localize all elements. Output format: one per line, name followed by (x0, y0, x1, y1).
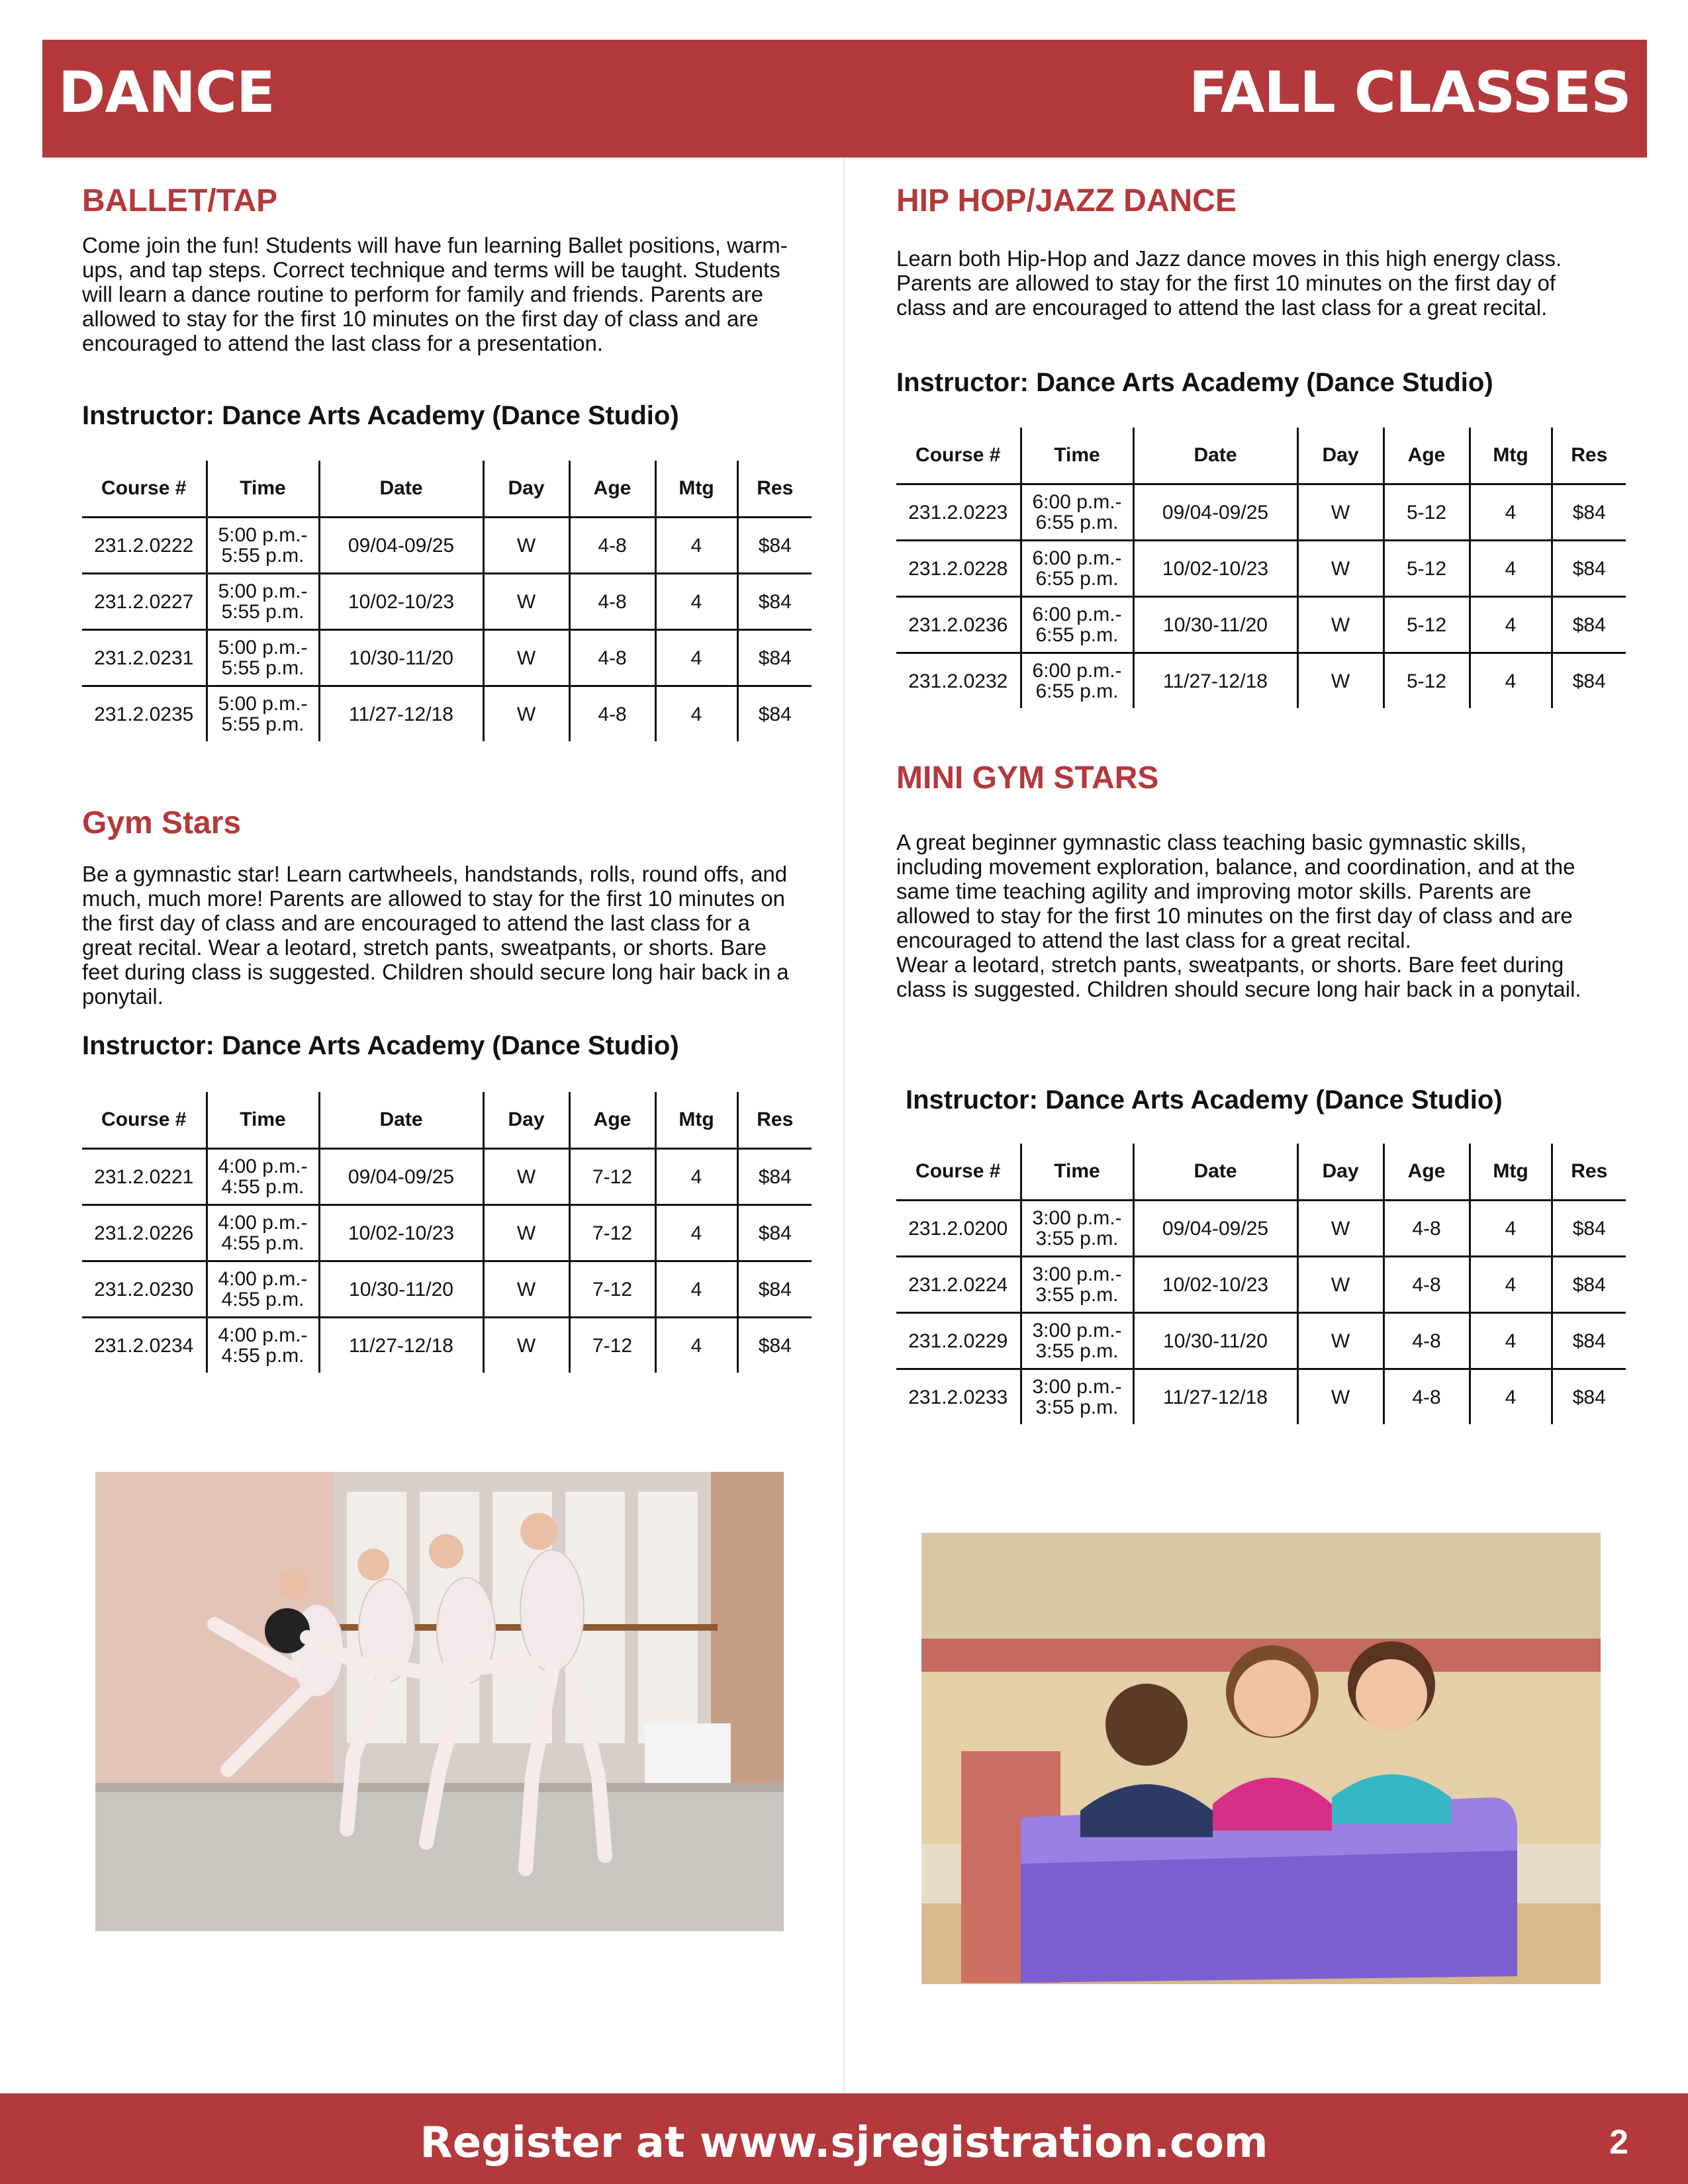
column-header: Time (1021, 1144, 1133, 1201)
meetings-cell: 4 (1470, 1369, 1552, 1425)
age-cell: 4-8 (1383, 1313, 1470, 1369)
table-row (82, 574, 812, 630)
course-number-cell: 231.2.0230 (82, 1261, 207, 1318)
course-number-cell: 231.2.0226 (82, 1205, 207, 1261)
date-cell: 09/04-09/25 (1133, 1201, 1297, 1257)
age-cell: 4-8 (1383, 1257, 1470, 1313)
table-row (896, 653, 1626, 709)
day-cell: W (483, 574, 569, 630)
meetings-cell: 4 (655, 630, 737, 686)
day-cell: W (1297, 541, 1383, 597)
header-right-title: FALL CLASSES (1188, 60, 1631, 126)
time-cell (207, 630, 319, 686)
table-row (82, 1149, 812, 1205)
course-number-cell: 231.2.0229 (896, 1313, 1021, 1369)
time-cell (207, 1205, 319, 1261)
time-start: 6:00 p.m.- (1032, 491, 1122, 513)
column-header: Date (1133, 428, 1297, 484)
mini-title: MINI GYM STARS (896, 760, 1159, 796)
resident-fee-cell: $84 (1552, 653, 1626, 709)
mini-schedule-table (896, 1144, 1626, 1424)
time-start: 5:00 p.m.- (218, 693, 308, 715)
meetings-cell: 4 (1470, 484, 1552, 541)
ballet-desc-text: Come join the fun! Students will have fun learning Ballet positions, warm-ups, and tap steps. Correct technique and terms will be taught. Students will learn a dance routine to perform for family and friends. Parents are allowed to stay for the first 10 minutes on the first day of class and are encouraged to attend the last class for a presentation. (82, 233, 788, 355)
table-row (896, 484, 1626, 541)
resident-fee-cell: $84 (1552, 1257, 1626, 1313)
column-header: Time (1021, 428, 1133, 484)
date-cell: 09/04-09/25 (319, 518, 483, 574)
time-end: 5:55 p.m. (221, 545, 305, 567)
day-cell: W (1297, 597, 1383, 653)
time-cell (1021, 541, 1133, 597)
ballet-instructor: Instructor: Dance Arts Academy (Dance Studio) (82, 401, 679, 430)
day-cell: W (483, 1205, 569, 1261)
course-number-cell: 231.2.0231 (82, 630, 207, 686)
date-cell: 10/02-10/23 (1133, 1257, 1297, 1313)
column-header: Mtg (1470, 428, 1552, 484)
time-cell (207, 1318, 319, 1373)
gym-description (82, 862, 797, 1009)
time-end: 6:55 p.m. (1035, 512, 1119, 533)
date-cell: 10/30-11/20 (1133, 597, 1297, 653)
resident-fee-cell: $84 (1552, 1313, 1626, 1369)
age-cell: 5-12 (1383, 597, 1470, 653)
register-link[interactable]: Register at www.sjregistration.com (420, 2118, 1268, 2167)
meetings-cell: 4 (655, 686, 737, 742)
day-cell: W (1297, 1201, 1383, 1257)
time-end: 3:55 p.m. (1035, 1340, 1119, 1362)
age-cell: 5-12 (1383, 653, 1470, 709)
table-row (82, 1261, 812, 1318)
age-cell: 4-8 (1383, 1369, 1470, 1425)
table-row (896, 541, 1626, 597)
age-cell: 4-8 (569, 630, 655, 686)
course-number-cell: 231.2.0232 (896, 653, 1021, 709)
column-header: Course # (101, 1109, 187, 1130)
hiphop-desc-text: Learn both Hip-Hop and Jazz dance moves in this high energy class. Parents are allowed to stay for the first 10 minutes on the first day of class and are encouraged to attend the last class for a great recital. (896, 246, 1562, 320)
time-start: 3:00 p.m.- (1032, 1263, 1122, 1285)
table-row (82, 1318, 812, 1373)
course-number-cell: 231.2.0236 (896, 597, 1021, 653)
time-start: 3:00 p.m.- (1032, 1320, 1122, 1342)
column-header: Age (1383, 428, 1470, 484)
column-header: Mtg (655, 461, 737, 518)
resident-fee-cell: $84 (737, 1149, 812, 1205)
meetings-cell: 4 (655, 1149, 737, 1205)
mini-instructor: Instructor: Dance Arts Academy (Dance Studio) (906, 1085, 1503, 1115)
table-row (82, 1205, 812, 1261)
age-cell: 4-8 (569, 686, 655, 742)
course-number-cell: 231.2.0200 (896, 1201, 1021, 1257)
meetings-cell: 4 (1470, 1201, 1552, 1257)
age-cell: 4-8 (1383, 1201, 1470, 1257)
time-end: 4:55 p.m. (221, 1232, 305, 1254)
age-cell: 7-12 (569, 1149, 655, 1205)
resident-fee-cell: $84 (737, 1261, 812, 1318)
table-row (896, 1369, 1626, 1425)
time-end: 3:55 p.m. (1035, 1228, 1119, 1250)
time-start: 5:00 p.m.- (218, 524, 308, 546)
time-cell (1021, 1369, 1133, 1425)
date-cell: 11/27-12/18 (319, 686, 483, 742)
time-start: 3:00 p.m.- (1032, 1376, 1122, 1398)
column-header: Day (1297, 428, 1383, 484)
time-cell (1021, 1201, 1133, 1257)
time-cell (207, 1261, 319, 1318)
table-row (82, 630, 812, 686)
day-cell: W (1297, 1313, 1383, 1369)
course-number-cell: 231.2.0227 (82, 574, 207, 630)
table-row (82, 518, 812, 574)
table-row (896, 1313, 1626, 1369)
time-start: 6:00 p.m.- (1032, 604, 1122, 625)
age-cell: 7-12 (569, 1261, 655, 1318)
date-cell: 09/04-09/25 (319, 1149, 483, 1205)
time-cell (207, 574, 319, 630)
age-cell: 4-8 (569, 574, 655, 630)
mini-desc-text-1: A great beginner gymnastic class teaching basic gymnastic skills, including movement exploration, balance, and coordination, and at the same time teaching agility and improving motor skills. Parents are allowed to stay for the first 10 minutes on the first day of class and are encouraged to attend the last class for a great recital. (896, 830, 1575, 952)
time-end: 5:55 p.m. (221, 601, 305, 623)
time-start: 4:00 p.m.- (218, 1212, 308, 1234)
date-cell: 11/27-12/18 (319, 1318, 483, 1373)
course-number-cell: 231.2.0234 (82, 1318, 207, 1373)
resident-fee-cell: $84 (737, 630, 812, 686)
day-cell: W (483, 1149, 569, 1205)
time-end: 4:55 p.m. (221, 1176, 305, 1198)
column-header: Age (1383, 1144, 1470, 1201)
time-end: 3:55 p.m. (1035, 1284, 1119, 1306)
course-number-cell: 231.2.0233 (896, 1369, 1021, 1425)
column-divider (843, 158, 845, 2093)
table-row (896, 1201, 1626, 1257)
meetings-cell: 4 (655, 1205, 737, 1261)
day-cell: W (483, 686, 569, 742)
header-banner (42, 40, 1647, 158)
column-header: Res (737, 461, 812, 518)
day-cell: W (1297, 484, 1383, 541)
ballet-class-photo (95, 1472, 784, 1931)
column-header: Time (207, 1092, 319, 1149)
table-row (896, 1257, 1626, 1313)
date-cell: 10/02-10/23 (1133, 541, 1297, 597)
meetings-cell: 4 (655, 1261, 737, 1318)
hiphop-title: HIP HOP/JAZZ DANCE (896, 183, 1237, 218)
course-number-cell: 231.2.0235 (82, 686, 207, 742)
time-start: 4:00 p.m.- (218, 1324, 308, 1346)
resident-fee-cell: $84 (737, 574, 812, 630)
column-header: Date (1133, 1144, 1297, 1201)
column-header: Course # (915, 1160, 1001, 1182)
meetings-cell: 4 (655, 1318, 737, 1373)
header-left-title: DANCE (58, 60, 275, 126)
resident-fee-cell: $84 (737, 1205, 812, 1261)
age-cell: 5-12 (1383, 484, 1470, 541)
course-number-cell: 231.2.0221 (82, 1149, 207, 1205)
hiphop-schedule-table (896, 428, 1626, 708)
hiphop-instructor: Instructor: Dance Arts Academy (Dance Studio) (896, 368, 1493, 397)
course-number-cell: 231.2.0223 (896, 484, 1021, 541)
mini-description (896, 830, 1598, 1001)
resident-fee-cell: $84 (1552, 1369, 1626, 1425)
column-header: Res (737, 1092, 812, 1149)
meetings-cell: 4 (1470, 1313, 1552, 1369)
course-number-cell: 231.2.0228 (896, 541, 1021, 597)
time-cell (207, 1149, 319, 1205)
column-header: Course # (101, 477, 187, 499)
gym-title: Gym Stars (82, 805, 242, 841)
time-start: 4:00 p.m.- (218, 1268, 308, 1290)
column-header: Date (319, 1092, 483, 1149)
gym-instructor: Instructor: Dance Arts Academy (Dance Studio) (82, 1031, 679, 1060)
mini-desc-text-2: Wear a leotard, stretch pants, sweatpants, or shorts. Bare feet during class is suggested. Children should secure long hair back in a ponytail. (896, 952, 1581, 1001)
date-cell: 10/30-11/20 (319, 630, 483, 686)
gym-desc-text: Be a gymnastic star! Learn cartwheels, handstands, rolls, round offs, and much, much more! Parents are allowed to stay for the first 10 minutes on the first day of class and are encouraged to attend the last class for a great recital. Wear a leotard, stretch pants, sweatpants, or shorts. Bare feet during class is suggested. Children should secure long hair back in a ponytail. (82, 862, 789, 1009)
day-cell: W (483, 1318, 569, 1373)
date-cell: 10/02-10/23 (319, 1205, 483, 1261)
column-header: Res (1552, 428, 1626, 484)
footer-banner (0, 2093, 1688, 2184)
date-cell: 11/27-12/18 (1133, 1369, 1297, 1425)
time-end: 3:55 p.m. (1035, 1396, 1119, 1418)
time-start: 6:00 p.m.- (1032, 660, 1122, 682)
day-cell: W (483, 518, 569, 574)
column-header: Mtg (655, 1092, 737, 1149)
time-end: 5:55 p.m. (221, 657, 305, 679)
time-end: 4:55 p.m. (221, 1289, 305, 1310)
meetings-cell: 4 (655, 518, 737, 574)
time-start: 4:00 p.m.- (218, 1156, 308, 1177)
column-header: Res (1552, 1144, 1626, 1201)
meetings-cell: 4 (655, 574, 737, 630)
time-cell (1021, 484, 1133, 541)
day-cell: W (1297, 653, 1383, 709)
time-end: 4:55 p.m. (221, 1345, 305, 1367)
date-cell: 10/30-11/20 (1133, 1313, 1297, 1369)
column-header: Course # (915, 444, 1001, 466)
date-cell: 10/02-10/23 (319, 574, 483, 630)
time-cell (1021, 1313, 1133, 1369)
day-cell: W (1297, 1369, 1383, 1425)
meetings-cell: 4 (1470, 1257, 1552, 1313)
time-end: 6:55 p.m. (1035, 568, 1119, 590)
age-cell: 7-12 (569, 1205, 655, 1261)
age-cell: 5-12 (1383, 541, 1470, 597)
column-header: Day (1297, 1144, 1383, 1201)
ballet-description (82, 233, 797, 355)
ballet-title: BALLET/TAP (82, 183, 278, 218)
time-end: 5:55 p.m. (221, 713, 305, 735)
column-header: Day (483, 461, 569, 518)
meetings-cell: 4 (1470, 653, 1552, 709)
time-cell (1021, 597, 1133, 653)
resident-fee-cell: $84 (1552, 541, 1626, 597)
date-cell: 10/30-11/20 (319, 1261, 483, 1318)
day-cell: W (1297, 1257, 1383, 1313)
column-header: Age (569, 1092, 655, 1149)
date-cell: 09/04-09/25 (1133, 484, 1297, 541)
gym-schedule-table (82, 1092, 812, 1373)
time-start: 5:00 p.m.- (218, 637, 308, 659)
age-cell: 4-8 (569, 518, 655, 574)
column-header: Time (207, 461, 319, 518)
column-header: Mtg (1470, 1144, 1552, 1201)
meetings-cell: 4 (1470, 541, 1552, 597)
meetings-cell: 4 (1470, 597, 1552, 653)
hiphop-description (896, 246, 1598, 320)
age-cell: 7-12 (569, 1318, 655, 1373)
table-row (82, 686, 812, 742)
resident-fee-cell: $84 (737, 518, 812, 574)
page-number: 2 (1609, 2123, 1628, 2161)
column-header: Age (569, 461, 655, 518)
day-cell: W (483, 630, 569, 686)
resident-fee-cell: $84 (737, 686, 812, 742)
time-cell (207, 686, 319, 742)
date-cell: 11/27-12/18 (1133, 653, 1297, 709)
mini-gym-photo (921, 1533, 1601, 1984)
course-number-cell: 231.2.0222 (82, 518, 207, 574)
resident-fee-cell: $84 (737, 1318, 812, 1373)
resident-fee-cell: $84 (1552, 597, 1626, 653)
time-start: 6:00 p.m.- (1032, 547, 1122, 569)
resident-fee-cell: $84 (1552, 484, 1626, 541)
column-header: Day (483, 1092, 569, 1149)
time-start: 3:00 p.m.- (1032, 1207, 1122, 1229)
day-cell: W (483, 1261, 569, 1318)
time-cell (1021, 653, 1133, 709)
ballet-schedule-table (82, 461, 812, 741)
time-start: 5:00 p.m.- (218, 580, 308, 602)
course-number-cell: 231.2.0224 (896, 1257, 1021, 1313)
table-row (896, 597, 1626, 653)
time-end: 6:55 p.m. (1035, 680, 1119, 702)
time-cell (1021, 1257, 1133, 1313)
resident-fee-cell: $84 (1552, 1201, 1626, 1257)
time-cell (207, 518, 319, 574)
time-end: 6:55 p.m. (1035, 624, 1119, 646)
column-header: Date (319, 461, 483, 518)
